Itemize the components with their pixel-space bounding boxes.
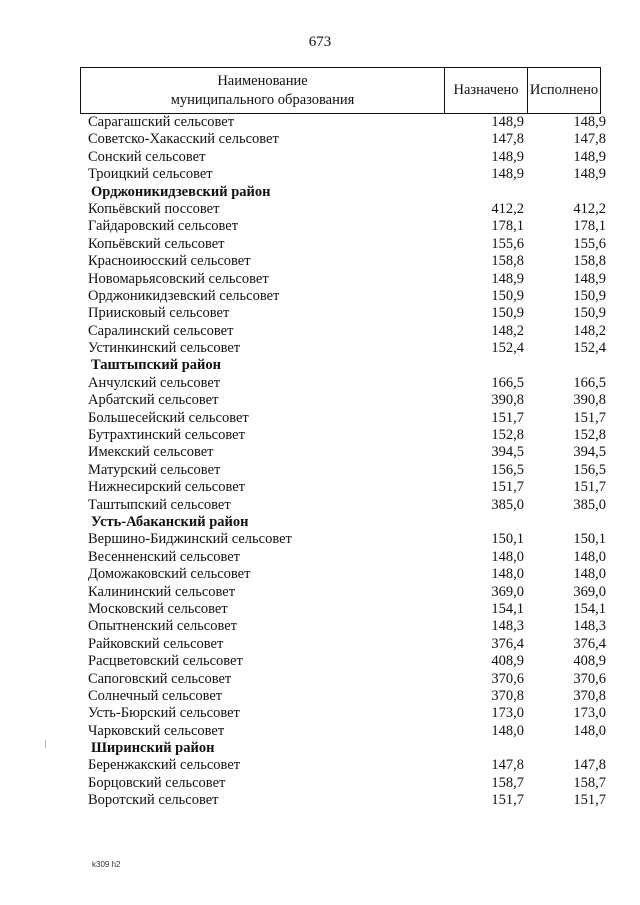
planned-value: 152,8 <box>491 427 524 444</box>
planned-value: 148,0 <box>491 548 524 565</box>
executed-value: 150,1 <box>573 531 606 548</box>
municipality-name: Орджоникидзевский сельсовет <box>88 287 280 304</box>
planned-value: 370,8 <box>491 687 524 704</box>
column-header-executed: Исполнено <box>529 82 599 98</box>
municipality-name: Большесейский сельсовет <box>88 409 249 426</box>
planned-value: 158,7 <box>491 774 524 791</box>
executed-value: 154,1 <box>573 600 606 617</box>
planned-value: 408,9 <box>491 653 524 670</box>
district-name: Орджоникидзевский район <box>91 183 271 200</box>
municipality-name: Райковский сельсовет <box>88 635 224 652</box>
municipality-name: Копьёвский поссовет <box>88 200 220 217</box>
planned-value: 166,5 <box>491 374 524 391</box>
executed-value: 370,6 <box>573 670 606 687</box>
municipality-name: Опытненский сельсовет <box>88 618 238 635</box>
footer-code: k309 h2 <box>92 860 121 869</box>
municipality-name: Таштыпский сельсовет <box>88 496 231 513</box>
table-row <box>88 479 618 496</box>
table-row <box>88 114 618 131</box>
table-row <box>88 444 618 461</box>
executed-value: 370,8 <box>573 687 606 704</box>
municipality-name: Новомарьясовский сельсовет <box>88 270 269 287</box>
planned-value: 154,1 <box>491 600 524 617</box>
executed-value: 151,7 <box>573 792 606 809</box>
executed-value: 148,0 <box>573 722 606 739</box>
planned-value: 412,2 <box>491 200 524 217</box>
table-row <box>88 636 618 653</box>
municipality-name: Бутрахтинский сельсовет <box>88 427 245 444</box>
executed-value: 151,7 <box>573 479 606 496</box>
municipality-name: Сарагашский сельсовет <box>88 114 235 130</box>
table-row <box>88 671 618 688</box>
planned-value: 148,0 <box>491 566 524 583</box>
municipality-name: Анчулский сельсовет <box>88 374 221 391</box>
municipality-name: Сонский сельсовет <box>88 148 206 165</box>
executed-value: 152,4 <box>573 340 606 357</box>
table-row <box>88 792 618 809</box>
planned-value: 376,4 <box>491 635 524 652</box>
table-row <box>88 236 618 253</box>
planned-value: 148,9 <box>491 270 524 287</box>
table-row <box>88 757 618 774</box>
executed-value: 147,8 <box>573 131 606 148</box>
executed-value: 412,2 <box>573 200 606 217</box>
table-row <box>88 497 618 514</box>
municipality-name: Троицкий сельсовет <box>88 166 213 183</box>
planned-value: 148,3 <box>491 618 524 635</box>
municipality-name: Имекский сельсовет <box>88 444 214 461</box>
municipality-name: Советско-Хакасский сельсовет <box>88 131 279 148</box>
executed-value: 156,5 <box>573 461 606 478</box>
executed-value: 150,9 <box>573 305 606 322</box>
planned-value: 370,6 <box>491 670 524 687</box>
scan-artifact <box>45 740 46 748</box>
table-row <box>88 775 618 792</box>
table-row <box>88 427 618 444</box>
table-body <box>88 114 618 810</box>
table-row <box>88 149 618 166</box>
municipality-name: Воротский сельсовет <box>88 792 219 809</box>
district-name: Таштыпский район <box>91 357 221 374</box>
municipality-name: Весенненский сельсовет <box>88 548 240 565</box>
table-row <box>88 531 618 548</box>
executed-value: 148,2 <box>573 322 606 339</box>
municipality-name: Чарковский сельсовет <box>88 722 225 739</box>
municipality-name: Гайдаровский сельсовет <box>88 218 239 235</box>
table-row <box>88 375 618 392</box>
planned-value: 369,0 <box>491 583 524 600</box>
executed-value: 369,0 <box>573 583 606 600</box>
planned-value: 158,8 <box>491 253 524 270</box>
executed-value: 158,7 <box>573 774 606 791</box>
municipality-name: Солнечный сельсовет <box>88 687 223 704</box>
table-row <box>88 305 618 322</box>
planned-value: 148,9 <box>491 148 524 165</box>
planned-value: 151,7 <box>491 792 524 809</box>
planned-value: 151,7 <box>491 479 524 496</box>
executed-value: 173,0 <box>573 705 606 722</box>
municipality-name: Расцветовский сельсовет <box>88 653 243 670</box>
executed-value: 148,9 <box>573 114 606 130</box>
planned-value: 150,9 <box>491 305 524 322</box>
column-header-name <box>81 68 445 113</box>
executed-value: 394,5 <box>573 444 606 461</box>
planned-value: 150,1 <box>491 531 524 548</box>
executed-value: 158,8 <box>573 253 606 270</box>
executed-value: 408,9 <box>573 653 606 670</box>
table-row <box>88 549 618 566</box>
executed-value: 148,0 <box>573 548 606 565</box>
table-row <box>88 271 618 288</box>
municipality-name: Саралинский сельсовет <box>88 322 234 339</box>
table-row <box>88 618 618 635</box>
district-name: Ширинский район <box>91 740 215 757</box>
table-row <box>88 340 618 357</box>
district-name: Усть-Абаканский район <box>91 513 249 530</box>
table-row <box>88 601 618 618</box>
planned-value: 147,8 <box>491 131 524 148</box>
planned-value: 152,4 <box>491 340 524 357</box>
municipality-name: Усть-Бюрский сельсовет <box>88 705 240 722</box>
table-row <box>88 166 618 183</box>
executed-value: 148,0 <box>573 566 606 583</box>
executed-value: 385,0 <box>573 496 606 513</box>
municipality-name: Вершино-Биджинский сельсовет <box>88 531 292 548</box>
page-number: 673 <box>308 34 332 50</box>
executed-value: 152,8 <box>573 427 606 444</box>
table-header <box>80 67 601 114</box>
municipality-name: Приисковый сельсовет <box>88 305 230 322</box>
district-heading-row <box>88 357 618 374</box>
municipality-name: Копьёвский сельсовет <box>88 235 225 252</box>
planned-value: 148,0 <box>491 722 524 739</box>
table-row <box>88 653 618 670</box>
table-row <box>88 723 618 740</box>
planned-value: 178,1 <box>491 218 524 235</box>
table-row <box>88 584 618 601</box>
municipality-name: Доможаковский сельсовет <box>88 566 251 583</box>
municipality-name: Арбатский сельсовет <box>88 392 219 409</box>
executed-value: 155,6 <box>573 235 606 252</box>
municipality-name: Борцовский сельсовет <box>88 774 226 791</box>
planned-value: 156,5 <box>491 461 524 478</box>
municipality-name: Калининский сельсовет <box>88 583 236 600</box>
municipality-name: Красноиюсский сельсовет <box>88 253 251 270</box>
column-header-name-line2: муниципального образования <box>170 91 355 108</box>
executed-value: 148,9 <box>573 270 606 287</box>
table-row <box>88 201 618 218</box>
table-row <box>88 131 618 148</box>
municipality-name: Московский сельсовет <box>88 600 228 617</box>
planned-value: 147,8 <box>491 757 524 774</box>
planned-value: 173,0 <box>491 705 524 722</box>
table-row <box>88 288 618 305</box>
executed-value: 390,8 <box>573 392 606 409</box>
planned-value: 148,2 <box>491 322 524 339</box>
table-row <box>88 323 618 340</box>
table-row <box>88 253 618 270</box>
table-row <box>88 410 618 427</box>
municipality-name: Нижнесирский сельсовет <box>88 479 245 496</box>
table-row <box>88 218 618 235</box>
table-row <box>88 566 618 583</box>
executed-value: 148,3 <box>573 618 606 635</box>
executed-value: 148,9 <box>573 166 606 183</box>
planned-value: 394,5 <box>491 444 524 461</box>
executed-value: 148,9 <box>573 148 606 165</box>
municipality-name: Устинкинский сельсовет <box>88 340 241 357</box>
planned-value: 150,9 <box>491 287 524 304</box>
executed-value: 166,5 <box>573 374 606 391</box>
column-header-name-line1: Наименование <box>217 72 308 89</box>
municipality-name: Беренжакский сельсовет <box>88 757 241 774</box>
municipality-name: Матурский сельсовет <box>88 461 221 478</box>
table-row <box>88 705 618 722</box>
district-heading-row <box>88 514 618 531</box>
planned-value: 151,7 <box>491 409 524 426</box>
planned-value: 155,6 <box>491 235 524 252</box>
planned-value: 148,9 <box>491 166 524 183</box>
executed-value: 150,9 <box>573 287 606 304</box>
executed-value: 376,4 <box>573 635 606 652</box>
executed-value: 151,7 <box>573 409 606 426</box>
table-row <box>88 462 618 479</box>
planned-value: 148,9 <box>491 114 524 130</box>
district-heading-row <box>88 184 618 201</box>
table-row <box>88 688 618 705</box>
executed-value: 178,1 <box>573 218 606 235</box>
executed-value: 147,8 <box>573 757 606 774</box>
planned-value: 385,0 <box>491 496 524 513</box>
table-row <box>88 392 618 409</box>
column-header-planned: Назначено <box>445 68 528 113</box>
municipality-name: Сапоговский сельсовет <box>88 670 232 687</box>
district-heading-row <box>88 740 618 757</box>
planned-value: 390,8 <box>491 392 524 409</box>
